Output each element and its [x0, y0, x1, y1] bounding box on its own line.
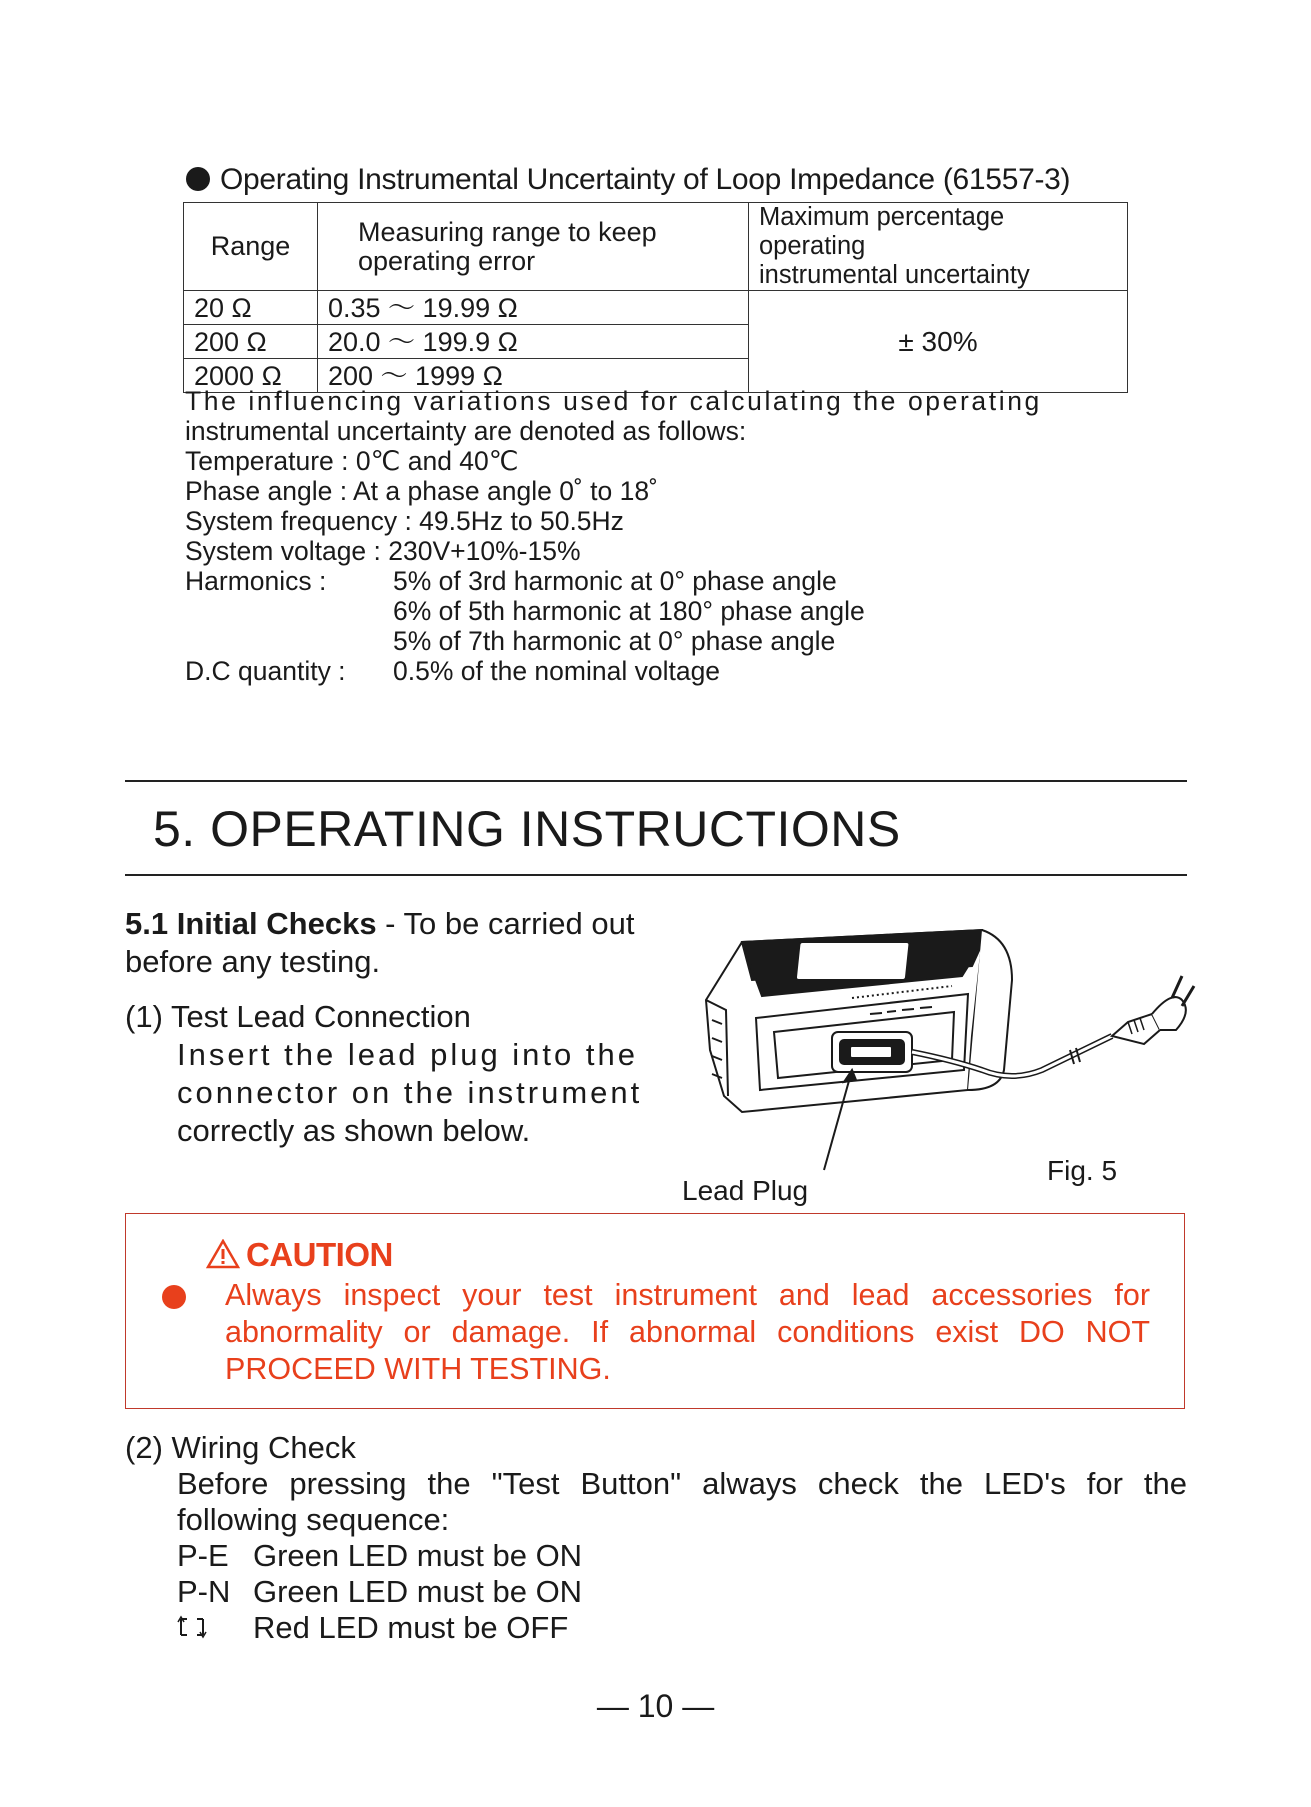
- instrument-figure: [682, 920, 1202, 1210]
- note-temperature: Temperature : 0℃ and 40℃: [185, 446, 519, 476]
- note-harmonics: [185, 566, 1042, 596]
- caution-box: [125, 1213, 1185, 1409]
- chapter-title: 5. OPERATING INSTRUCTIONS: [153, 801, 901, 857]
- led-red-text: Red LED must be OFF: [253, 1610, 569, 1645]
- harmonic-item: 6% of 5th harmonic at 180° phase angle: [393, 596, 865, 626]
- header-measuring: [318, 203, 749, 291]
- cell-measuring: 0.35 ～ 19.99 Ω: [318, 291, 749, 325]
- header-max-line1: Maximum percentage operating: [759, 203, 1005, 260]
- page-number: ― 10 ―: [596, 1688, 715, 1724]
- caution-text: Always inspect your test instrument and lead accessories for abnormality or damage. If abnormal conditions exist DO NOT PROCEED WITH TESTING.: [225, 1278, 1150, 1386]
- cell-uncertainty: ± 30%: [749, 291, 1128, 393]
- item1-title: (1) Test Lead Connection: [125, 999, 471, 1034]
- initial-checks-text: - To be carried out before any testing.: [125, 906, 635, 979]
- divider-top: [125, 780, 1187, 782]
- warning-triangle-icon: [206, 1239, 240, 1269]
- fig-label: Fig. 5: [1047, 1155, 1118, 1186]
- test-lead-connection: [125, 998, 642, 1150]
- item1-line3: correctly as shown below.: [177, 1113, 531, 1148]
- initial-checks-heading: 5.1 Initial Checks: [125, 906, 377, 941]
- header-max-line2: instrumental uncertainty: [759, 261, 1030, 289]
- note-dc: [185, 656, 1042, 686]
- dc-label: D.C quantity :: [185, 656, 346, 686]
- dc-value: 0.5% of the nominal voltage: [393, 656, 721, 686]
- note-harmonics: [185, 626, 1042, 656]
- bullet-icon: [186, 167, 210, 191]
- harmonics-label: Harmonics :: [185, 566, 327, 596]
- led-pe-row: [125, 1538, 1187, 1574]
- cell-range: 20 Ω: [184, 291, 318, 325]
- led-pn-text: Green LED must be ON: [253, 1574, 583, 1609]
- caution-title: [206, 1236, 393, 1274]
- reverse-polarity-icon: [177, 1613, 253, 1649]
- section-title-text: Operating Instrumental Uncertainty of Loop Impedance (61557-3): [220, 163, 1071, 196]
- item1-line1: Insert the lead plug into the: [177, 1037, 638, 1072]
- notes-intro-line2: instrumental uncertainty are denoted as follows:: [185, 416, 747, 446]
- harmonic-item: 5% of 3rd harmonic at 0° phase angle: [393, 566, 837, 596]
- harmonic-item: 5% of 7th harmonic at 0° phase angle: [393, 626, 836, 656]
- section-title: [186, 163, 1070, 197]
- header-max-uncertainty: [749, 203, 1128, 291]
- led-pn-label: P-N: [177, 1574, 231, 1609]
- led-pe-label: P-E: [177, 1538, 229, 1573]
- note-frequency: System frequency : 49.5Hz to 50.5Hz: [185, 506, 624, 536]
- wiring-title: (2) Wiring Check: [125, 1430, 356, 1465]
- notes-intro-line1: The influencing variations used for calculating the operating: [185, 386, 1042, 416]
- led-pn-row: [125, 1574, 1187, 1610]
- led-pe-text: Green LED must be ON: [253, 1538, 583, 1573]
- wiring-check: [125, 1430, 1187, 1649]
- table-header-row: [184, 203, 1128, 291]
- header-range: Range: [184, 203, 318, 291]
- influencing-variations: [185, 386, 1042, 686]
- note-voltage: System voltage : 230V+10%-15%: [185, 536, 581, 566]
- cell-measuring: 200 ～ 1999 Ω: [318, 359, 749, 393]
- wiring-intro-line2: following sequence:: [177, 1502, 450, 1537]
- caution-bullet-icon: [162, 1285, 186, 1309]
- initial-checks-paragraph: [125, 905, 670, 981]
- lead-plug-label: Lead Plug: [682, 1175, 809, 1206]
- instrument-illustration: [706, 930, 1194, 1170]
- led-red-row: [125, 1610, 1187, 1649]
- cell-measuring: 20.0 ～ 199.9 Ω: [318, 325, 749, 359]
- header-measuring-line2: operating error: [358, 245, 536, 276]
- uncertainty-table: [183, 202, 1128, 393]
- table-row: [184, 291, 1128, 325]
- caution-title-text: CAUTION: [246, 1236, 393, 1273]
- cell-range: 200 Ω: [184, 325, 318, 359]
- note-harmonics: [185, 596, 1042, 626]
- item1-line2: connector on the instrument: [177, 1075, 643, 1110]
- header-measuring-line1: Measuring range to keep: [358, 216, 657, 247]
- wiring-intro-line1: Before pressing the "Test Button" always check the LED's for the: [177, 1466, 1187, 1501]
- cell-range: 2000 Ω: [184, 359, 318, 393]
- divider-bottom: [125, 874, 1187, 876]
- note-phase-angle: Phase angle : At a phase angle 0˚ to 18˚: [185, 476, 658, 506]
